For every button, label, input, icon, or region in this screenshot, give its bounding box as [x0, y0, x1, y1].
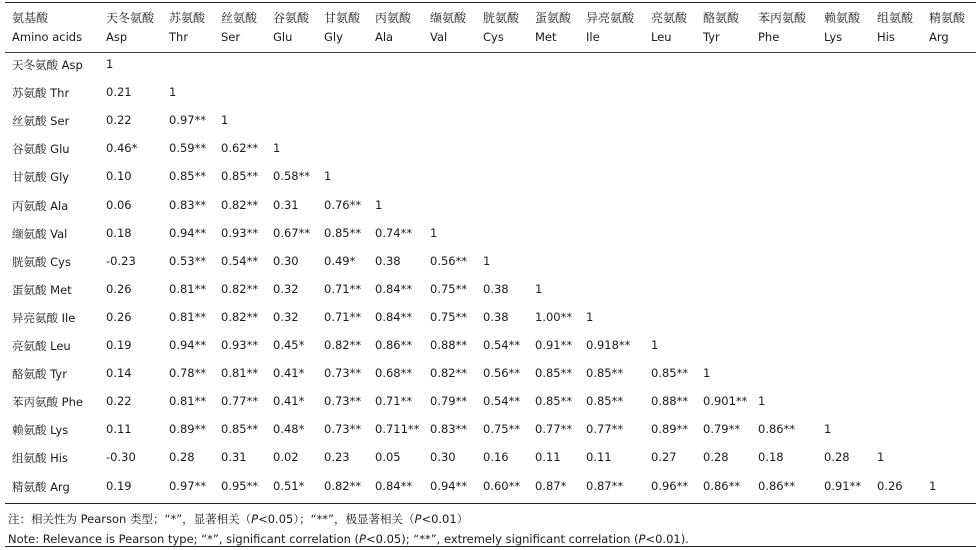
note-chinese [8, 511, 468, 527]
table-cell: 0.81** [169, 282, 207, 296]
table-cell: 0.82** [221, 282, 259, 296]
table-cell: 0.32 [273, 310, 299, 324]
table-cell: 0.71** [324, 282, 362, 296]
table-cell: 0.75** [483, 422, 521, 436]
column-header-en: Ile [586, 30, 600, 44]
table-bottom-rule [5, 503, 976, 504]
column-header-en: Ser [221, 30, 241, 44]
table-cell: 0.22 [106, 113, 132, 127]
table-cell: 0.45* [273, 338, 305, 352]
table-cell: 0.77** [586, 422, 624, 436]
table-cell: 0.18 [758, 450, 784, 464]
table-cell: 0.89** [169, 422, 207, 436]
table-cell: 0.82** [430, 366, 468, 380]
table-cell: 1 [169, 85, 177, 99]
column-header-zh: 缬氨酸 [430, 11, 467, 25]
table-cell: 0.85** [651, 366, 689, 380]
table-cell: 0.28 [824, 450, 850, 464]
row-label: 甘氨酸 Gly [12, 170, 70, 184]
table-cell: 0.54** [483, 338, 521, 352]
row-label: 蛋氨酸 Met [12, 283, 72, 297]
table-cell: 0.78** [169, 366, 207, 380]
table-cell: 0.71** [324, 310, 362, 324]
table-cell: -0.30 [106, 450, 136, 464]
table-cell: 0.85** [586, 366, 624, 380]
column-header-en: Thr [169, 30, 189, 44]
table-cell: 1 [877, 450, 885, 464]
table-cell: 0.06 [106, 198, 132, 212]
table-cell: 1 [535, 282, 543, 296]
note-english-part-b: <0.05); “**”, extremely significant correlation ( [365, 532, 639, 546]
table-cell: 0.28 [703, 450, 729, 464]
table-cell: 0.76** [324, 198, 362, 212]
table-cell: 1 [824, 422, 832, 436]
table-cell: 1 [273, 141, 281, 155]
table-cell: 0.53** [169, 254, 207, 268]
row-label: 苏氨酸 Thr [12, 86, 70, 100]
column-header-zh: 异亮氨酸 [586, 11, 635, 25]
table-cell: 0.93** [221, 226, 259, 240]
table-cell: 0.26 [106, 310, 132, 324]
table-cell: 0.84** [375, 282, 413, 296]
table-cell: 0.81** [169, 310, 207, 324]
table-cell: 0.74** [375, 226, 413, 240]
column-header-zh: 组氨酸 [877, 11, 914, 25]
column-header-en: Arg [929, 30, 949, 44]
table-cell: 0.88** [651, 394, 689, 408]
table-cell: 0.51* [273, 479, 305, 493]
table-cell: 0.94** [430, 479, 468, 493]
column-header-en: Met [535, 30, 557, 44]
column-header-zh: 丝氨酸 [221, 11, 258, 25]
column-header-zh: 酪氨酸 [703, 11, 740, 25]
table-cell: 1 [586, 310, 594, 324]
table-cell: 0.82** [221, 198, 259, 212]
corner-header-en: Amino acids [12, 30, 83, 44]
table-cell: 0.85** [221, 169, 259, 183]
note-english-p1: P [359, 532, 366, 546]
table-cell: 0.71** [375, 394, 413, 408]
table-cell: 0.84** [375, 479, 413, 493]
note-english-part-a: Note: Relevance is Pearson type; “*”, significant correlation ( [8, 532, 360, 546]
table-cell: 0.85** [221, 422, 259, 436]
table-cell: 0.23 [324, 450, 350, 464]
table-cell: 0.26 [877, 479, 903, 493]
table-cell: 0.62** [221, 141, 259, 155]
table-cell: 0.67** [273, 226, 311, 240]
column-header-zh: 苏氨酸 [169, 11, 206, 25]
table-cell: 0.86** [703, 479, 741, 493]
table-cell: 0.95** [221, 479, 259, 493]
table-cell: 0.19 [106, 479, 132, 493]
note-chinese-p1: P [251, 512, 259, 526]
table-cell: 0.54** [483, 394, 521, 408]
table-cell: 0.30 [273, 254, 299, 268]
table-cell: 0.38 [483, 310, 509, 324]
row-label: 酪氨酸 Tyr [12, 367, 67, 381]
column-header-zh: 天冬氨酸 [106, 11, 155, 25]
table-cell: 0.19 [106, 338, 132, 352]
row-label: 苯丙氨酸 Phe [12, 395, 83, 409]
table-cell: 0.97** [169, 479, 207, 493]
note-chinese-part-c: <0.01） [421, 512, 469, 526]
column-header-zh: 赖氨酸 [824, 11, 861, 25]
row-label: 缬氨酸 Val [12, 227, 68, 241]
column-header-en: Gly [324, 30, 343, 44]
table-top-rule [5, 2, 976, 3]
table-cell: 0.86** [758, 479, 796, 493]
table-cell: 0.05 [375, 450, 401, 464]
table-cell: 0.68** [375, 366, 413, 380]
column-header-zh: 胱氨酸 [483, 11, 520, 25]
table-cell: -0.23 [106, 254, 136, 268]
row-label: 组氨酸 His [12, 451, 68, 465]
table-cell: 0.38 [375, 254, 401, 268]
table-cell: 0.711** [375, 422, 420, 436]
table-cell: 0.28 [169, 450, 195, 464]
table-cell: 0.30 [430, 450, 456, 464]
table-cell: 0.41* [273, 366, 305, 380]
table-cell: 0.54** [221, 254, 259, 268]
row-label: 胱氨酸 Cys [12, 255, 71, 269]
column-header-zh: 谷氨酸 [273, 11, 310, 25]
table-cell: 0.91** [824, 479, 862, 493]
column-header-zh: 苯丙氨酸 [758, 11, 807, 25]
column-header-en: Phe [758, 30, 780, 44]
note-chinese-part-a: 注：相关性为 Pearson 类型；“*”，显著相关（ [8, 512, 252, 526]
table-cell: 0.85** [324, 226, 362, 240]
column-header-en: Tyr [703, 30, 720, 44]
table-cell: 0.85** [586, 394, 624, 408]
column-header-en: Asp [106, 30, 128, 44]
table-cell: 1 [324, 169, 332, 183]
table-cell: 0.38 [483, 282, 509, 296]
table-cell: 0.31 [221, 450, 247, 464]
table-cell: 0.73** [324, 366, 362, 380]
table-cell: 0.86** [375, 338, 413, 352]
column-header-zh: 丙氨酸 [375, 11, 412, 25]
note-chinese-part-b: <0.05）；“**”，极显著相关（ [258, 512, 415, 526]
table-cell: 1 [221, 113, 229, 127]
table-cell: 0.02 [273, 450, 299, 464]
table-cell: 0.82** [324, 338, 362, 352]
table-cell: 0.85** [535, 366, 573, 380]
table-cell: 0.82** [324, 479, 362, 493]
table-cell: 1 [430, 226, 438, 240]
table-cell: 0.27 [651, 450, 677, 464]
table-cell: 0.10 [106, 169, 132, 183]
row-label: 亮氨酸 Leu [12, 339, 71, 353]
table-cell: 0.11 [535, 450, 561, 464]
table-cell: 0.91** [535, 338, 573, 352]
table-cell: 0.79** [430, 394, 468, 408]
table-cell: 1.00** [535, 310, 573, 324]
table-cell: 0.901** [703, 394, 748, 408]
table-cell: 0.94** [169, 226, 207, 240]
table-cell: 0.11 [106, 422, 132, 436]
table-cell: 0.60** [483, 479, 521, 493]
table-cell: 0.87** [586, 479, 624, 493]
table-cell: 0.48* [273, 422, 305, 436]
table-cell: 0.86** [758, 422, 796, 436]
table-cell: 1 [375, 198, 383, 212]
row-label: 异亮氨酸 Ile [12, 311, 76, 325]
table-cell: 0.75** [430, 282, 468, 296]
column-header-zh: 亮氨酸 [651, 11, 688, 25]
column-header-en: His [877, 30, 895, 44]
note-bottom-rule [5, 546, 976, 547]
column-header-en: Cys [483, 30, 504, 44]
table-cell: 0.26 [106, 282, 132, 296]
table-cell: 1 [929, 479, 937, 493]
table-header-rule [5, 52, 976, 53]
table-cell: 1 [106, 57, 114, 71]
table-cell: 0.81** [169, 394, 207, 408]
table-cell: 0.89** [651, 422, 689, 436]
table-cell: 0.73** [324, 422, 362, 436]
column-header-zh: 蛋氨酸 [535, 11, 572, 25]
table-cell: 0.83** [430, 422, 468, 436]
row-label: 丙氨酸 Ala [12, 199, 69, 213]
table-cell: 0.79** [703, 422, 741, 436]
table-cell: 0.93** [221, 338, 259, 352]
table-cell: 0.14 [106, 366, 132, 380]
table-cell: 1 [703, 366, 711, 380]
column-header-en: Lys [824, 30, 843, 44]
row-label: 精氨酸 Arg [12, 480, 70, 494]
table-cell: 0.88** [430, 338, 468, 352]
table-cell: 0.22 [106, 394, 132, 408]
table-cell: 0.918** [586, 338, 631, 352]
table-cell: 1 [758, 394, 766, 408]
table-cell: 0.49* [324, 254, 356, 268]
row-label: 天冬氨酸 Asp [12, 58, 83, 72]
row-label: 丝氨酸 Ser [12, 114, 70, 128]
table-cell: 0.84** [375, 310, 413, 324]
table-cell: 0.56** [483, 366, 521, 380]
note-chinese-p2: P [414, 512, 422, 526]
table-cell: 0.41* [273, 394, 305, 408]
table-cell: 0.77** [535, 422, 573, 436]
table-cell: 0.32 [273, 282, 299, 296]
table-cell: 0.46* [106, 141, 138, 155]
note-english-part-c: <0.01). [645, 532, 689, 546]
column-header-en: Ala [375, 30, 394, 44]
table-cell: 0.73** [324, 394, 362, 408]
table-cell: 0.56** [430, 254, 468, 268]
note-english-p2: P [638, 532, 646, 546]
table-cell: 0.81** [221, 366, 259, 380]
table-cell: 0.77** [221, 394, 259, 408]
table-cell: 0.59** [169, 141, 207, 155]
table-cell: 1 [651, 338, 659, 352]
table-cell: 0.31 [273, 198, 299, 212]
column-header-en: Leu [651, 30, 672, 44]
note-english [8, 532, 689, 546]
table-cell: 0.21 [106, 85, 132, 99]
column-header-en: Glu [273, 30, 293, 44]
table-cell: 0.96** [651, 479, 689, 493]
table-cell: 0.11 [586, 450, 612, 464]
table-cell: 0.16 [483, 450, 509, 464]
row-label: 赖氨酸 Lys [12, 423, 69, 437]
table-cell: 0.58** [273, 169, 311, 183]
table-cell: 0.18 [106, 226, 132, 240]
column-header-zh: 精氨酸 [929, 11, 966, 25]
table-cell: 0.87* [535, 479, 567, 493]
row-label: 谷氨酸 Glu [12, 142, 70, 156]
table-cell: 0.83** [169, 198, 207, 212]
column-header-en: Val [430, 30, 448, 44]
table-cell: 1 [483, 254, 491, 268]
corner-header-zh: 氨基酸 [12, 11, 49, 25]
table-cell: 0.75** [430, 310, 468, 324]
table-cell: 0.94** [169, 338, 207, 352]
table-cell: 0.85** [169, 169, 207, 183]
table-cell: 0.97** [169, 113, 207, 127]
table-cell: 0.85** [535, 394, 573, 408]
table-cell: 0.82** [221, 310, 259, 324]
column-header-zh: 甘氨酸 [324, 11, 361, 25]
